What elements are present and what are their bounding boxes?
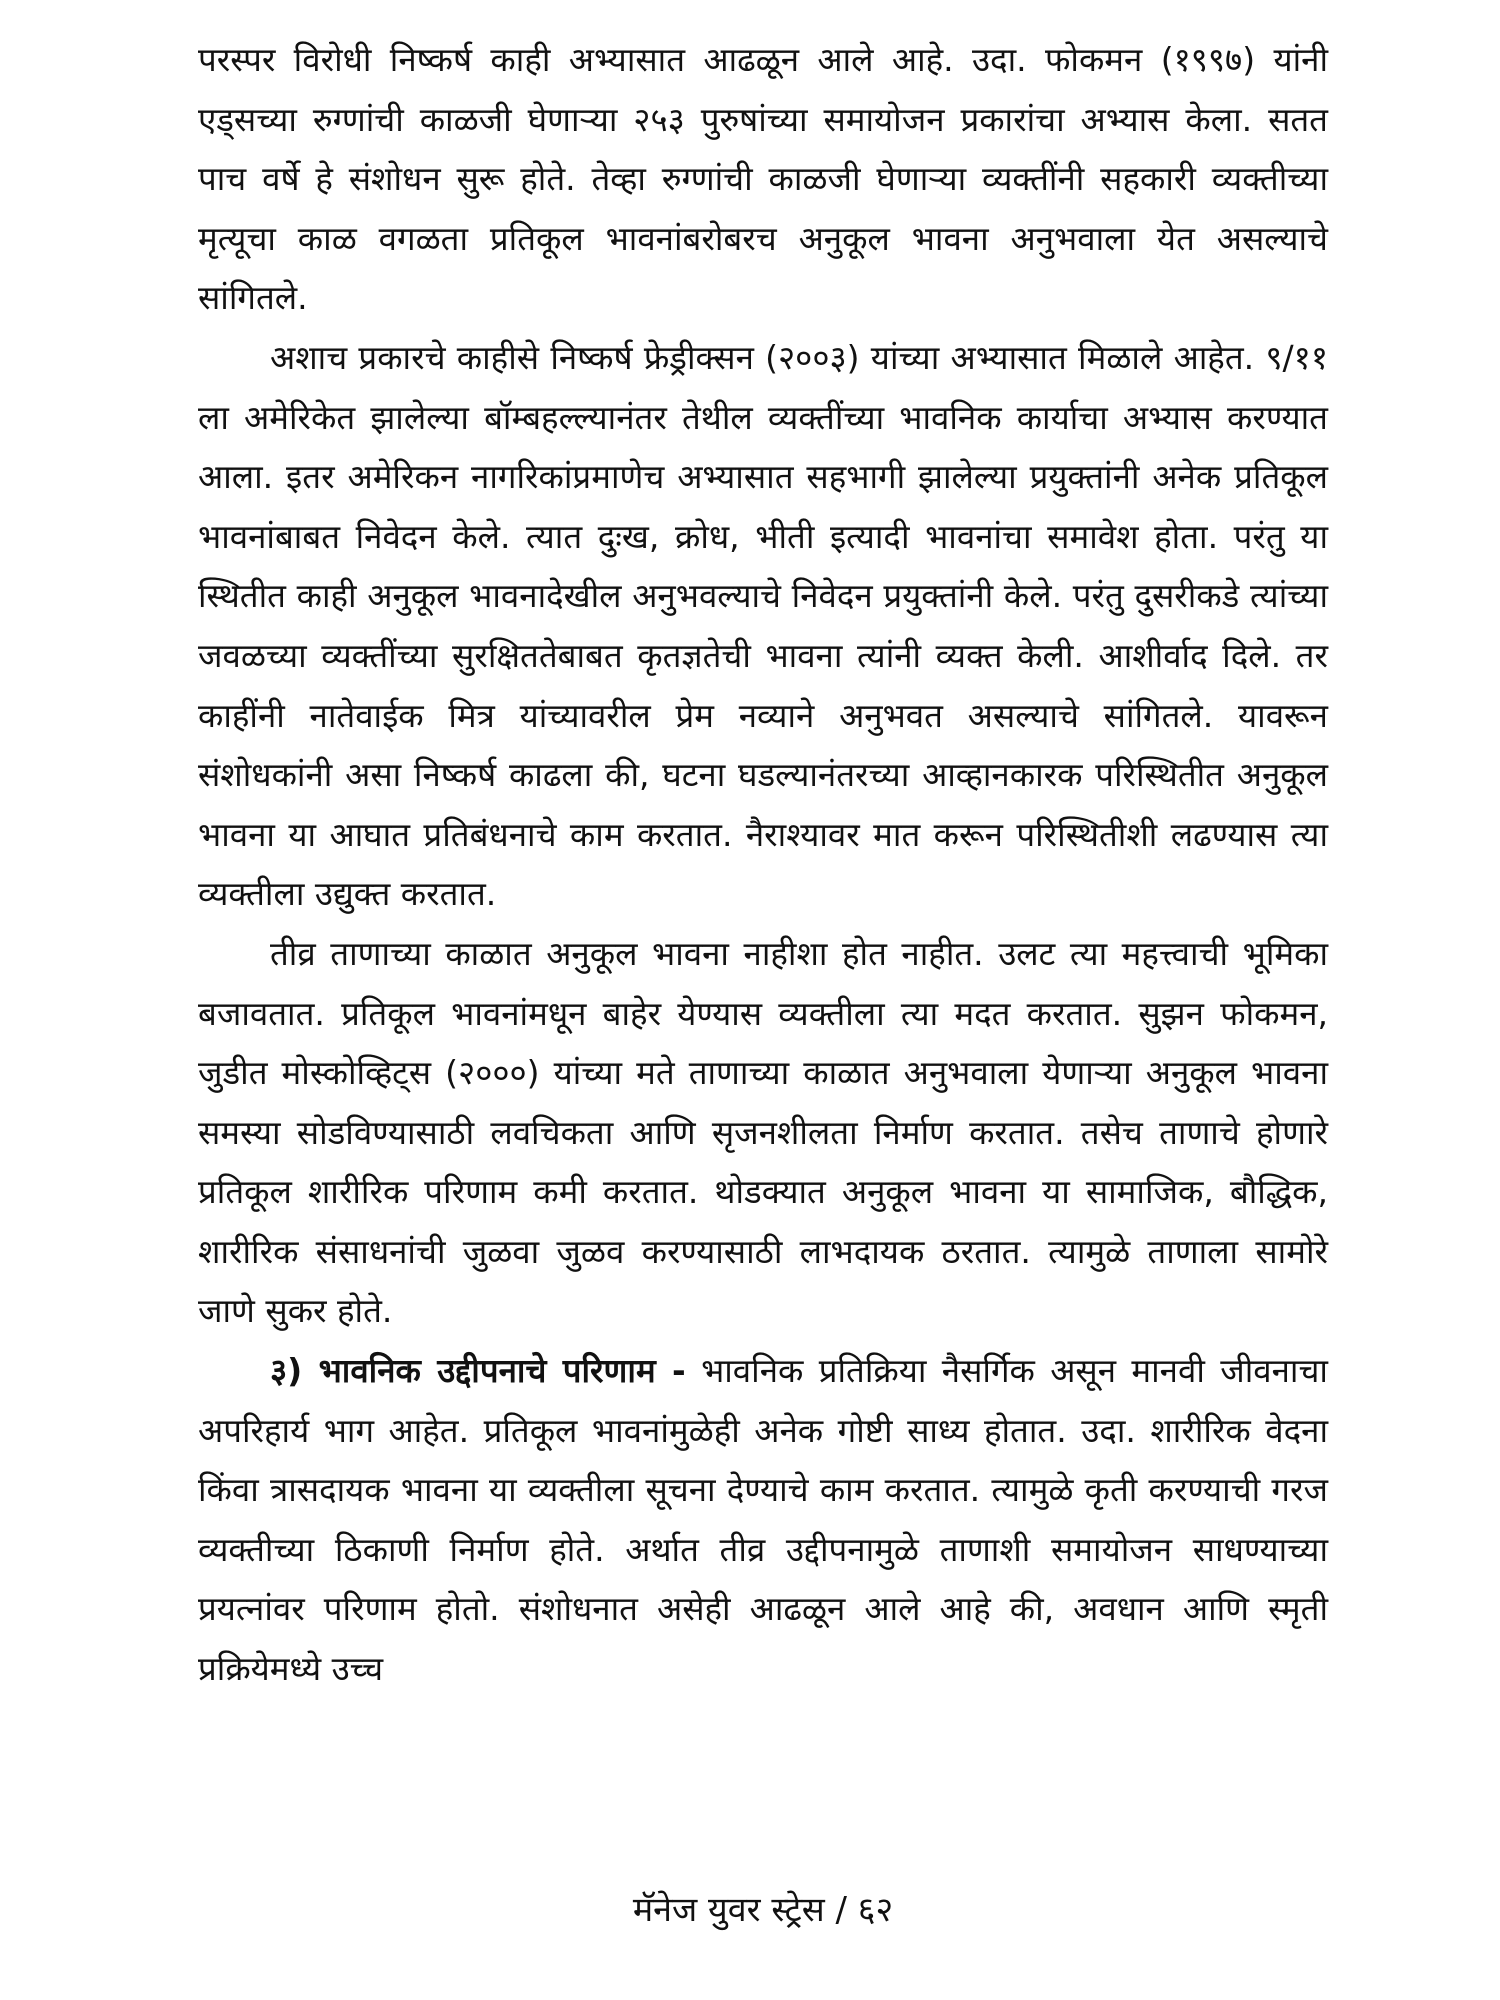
page-footer: मॅनेज युवर स्ट्रेस / ६२ [632,1890,894,1930]
paragraph-3: तीव्र ताणाच्या काळात अनुकूल भावना नाहीशा होत नाहीत. उलट त्या महत्त्वाची भूमिका बजावतात. प्रतिकूल भावनांमधून बाहेर येण्यास व्यक्तीला त्या मदत करतात. सुझन फोकमन, जुडीत मोस्कोव्हिट्स (२०००) यांच्या मते ताणाच्या काळात अनुभवाला येणाऱ्या अनुकूल भावना समस्या सोडविण्यासाठी लवचिकता आणि सृजनशीलता निर्माण करतात. तसेच ताणाचे होणारे प्रतिकूल शारीरिक परिणाम कमी करतात. थोडक्यात अनुकूल भावना या सामाजिक, बौद्धिक, शारीरिक संसाधनांची जुळवा जुळव करण्यासाठी लाभदायक ठरतात. त्यामुळे ताणाला सामोरे जाणे सुकर होते. [198,933,1328,1331]
paragraph-4 [198,1341,1328,1699]
document-page [198,30,1328,1970]
section-heading: ३) भावनिक उद्दीपनाचे परिणाम - [270,1351,686,1391]
paragraph-1: परस्पर विरोधी निष्कर्ष काही अभ्यासात आढळून आले आहे. उदा. फोकमन (१९९७) यांनी एड्सच्या रुग्णांची काळजी घेणाऱ्या २५३ पुरुषांच्या समायोजन प्रकारांचा अभ्यास केला. सतत पाच वर्षे हे संशोधन सुरू होते. तेव्हा रुग्णांची काळजी घेणाऱ्या व्यक्तींनी सहकारी व्यक्तीच्या मृत्यूचा काळ वगळता प्रतिकूल भावनांबरोबरच अनुकूल भावना अनुभवाला येत असल्याचे सांगितले. [198,40,1328,318]
paragraph-2: अशाच प्रकारचे काहीसे निष्कर्ष फ्रेड्रीक्सन (२००३) यांच्या अभ्यासात मिळाले आहेत. ९/११ ला अमेरिकेत झालेल्या बॉम्बहल्ल्यानंतर तेथील व्यक्तींच्या भावनिक कार्याचा अभ्यास करण्यात आला. इतर अमेरिकन नागरिकांप्रमाणेच अभ्यासात सहभागी झालेल्या प्रयुक्तांनी अनेक प्रतिकूल भावनांबाबत निवेदन केले. त्यात दुःख, क्रोध, भीती इत्यादी भावनांचा समावेश होता. परंतु या स्थितीत काही अनुकूल भावनादेखील अनुभवल्याचे निवेदन प्रयुक्तांनी केले. परंतु दुसरीकडे त्यांच्या जवळच्या व्यक्तींच्या सुरक्षिततेबाबत कृतज्ञतेची भावना त्यांनी व्यक्त केली. आशीर्वाद दिले. तर काहींनी नातेवाईक मित्र यांच्यावरील प्रेम नव्याने अनुभवत असल्याचे सांगितले. यावरून संशोधकांनी असा निष्कर्ष काढला की, घटना घडल्यानंतरच्या आव्हानकारक परिस्थितीत अनुकूल भावना या आघात प्रतिबंधनाचे काम करतात. नैराश्यावर मात करून परिस्थितीशी लढण्यास त्या व्यक्तीला उद्युक्त करतात. [198,337,1328,914]
paragraph-4-body: भावनिक प्रतिक्रिया नैसर्गिक असून मानवी जीवनाचा अपरिहार्य भाग आहेत. प्रतिकूल भावनांमुळेही अनेक गोष्टी साध्य होतात. उदा. शारीरिक वेदना किंवा त्रासदायक भावना या व्यक्तीला सूचना देण्याचे काम करतात. त्यामुळे कृती करण्याची गरज व्यक्तीच्या ठिकाणी निर्माण होते. अर्थात तीव्र उद्दीपनामुळे ताणाशी समायोजन साधण्याच्या प्रयत्नांवर परिणाम होतो. संशोधनात असेही आढळून आले आहे की, अवधान आणि स्मृती प्रक्रियेमध्ये उच्च [198,1351,1328,1689]
